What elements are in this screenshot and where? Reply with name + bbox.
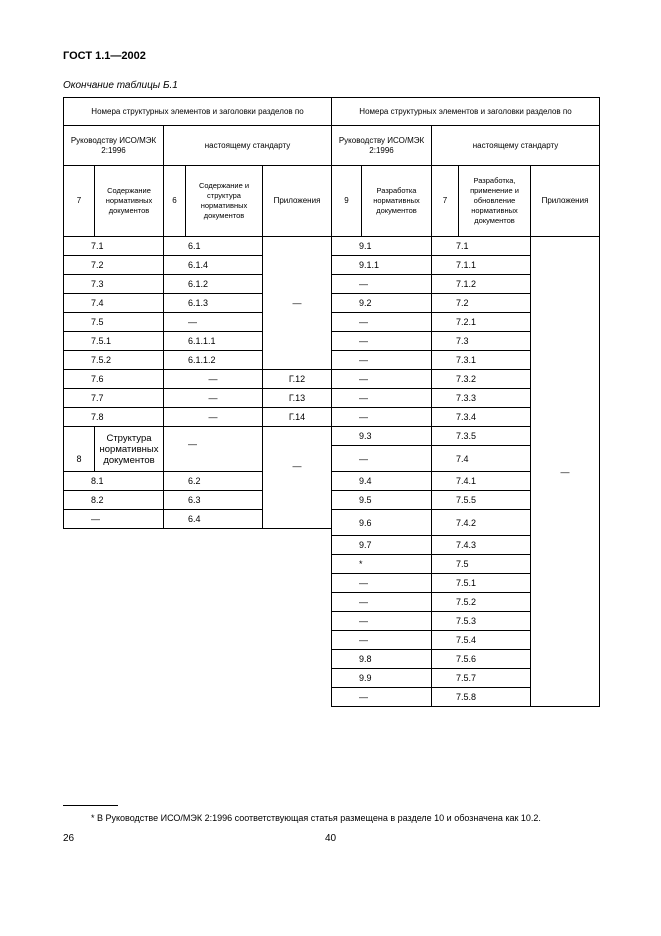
iso-cell: 7.5.2 xyxy=(64,351,164,370)
appendix-cell: — xyxy=(263,427,332,529)
table-row xyxy=(64,237,332,256)
std-cell: 6.4 xyxy=(164,510,263,529)
std-cell: 7.5 xyxy=(432,555,531,574)
iso-cell: 7.4 xyxy=(64,294,164,313)
left-col-num-a: 7 xyxy=(64,166,95,237)
iso-cell: — xyxy=(332,351,432,370)
page-number: 26 xyxy=(63,833,75,844)
std-cell: — xyxy=(164,408,263,427)
table-row xyxy=(64,370,332,389)
appendix-cell: Г.14 xyxy=(263,408,332,427)
right-group-header: Номера структурных элементов и заголовки разделов по xyxy=(332,98,600,126)
appendix-cell: Г.12 xyxy=(263,370,332,389)
left-col-num-b: 6 xyxy=(164,166,186,237)
std-cell: 7.2.1 xyxy=(432,313,531,332)
std-cell: 7.3.5 xyxy=(432,427,531,446)
std-cell: 7.2 xyxy=(432,294,531,313)
sheet-number: 40 xyxy=(325,833,337,844)
sec8-std: — xyxy=(188,439,197,449)
footnote-rule xyxy=(63,805,118,806)
std-cell: 6.1.3 xyxy=(164,294,263,313)
left-col-content-b: Содержание и структура нормативных документов xyxy=(186,166,263,237)
std-cell: 6.1.2 xyxy=(164,275,263,294)
iso-cell: 7.8 xyxy=(64,408,164,427)
iso-cell: * xyxy=(332,555,432,574)
std-cell xyxy=(164,427,263,472)
iso-cell: 9.6 xyxy=(332,510,432,536)
iso-cell: 9.2 xyxy=(332,294,432,313)
iso-cell: — xyxy=(64,510,164,529)
std-cell: 7.4.3 xyxy=(432,536,531,555)
std-cell: 7.5.3 xyxy=(432,612,531,631)
sec8-num-cell xyxy=(64,427,95,472)
iso-cell: 7.6 xyxy=(64,370,164,389)
std-cell: 7.1 xyxy=(432,237,531,256)
iso-cell: 9.4 xyxy=(332,472,432,491)
std-cell: 7.4.2 xyxy=(432,510,531,536)
std-cell: 6.1.1.1 xyxy=(164,332,263,351)
iso-cell: — xyxy=(332,389,432,408)
iso-cell: 7.1 xyxy=(64,237,164,256)
std-cell: 6.3 xyxy=(164,491,263,510)
iso-cell: 9.3 xyxy=(332,427,432,446)
std-cell: 7.3 xyxy=(432,332,531,351)
footnote: * В Руководстве ИСО/МЭК 2:1996 соответствующая статья размещена в разделе 10 и обозначена как 10.2. xyxy=(91,813,541,823)
left-col-appendix: Приложения xyxy=(263,166,332,237)
std-cell: 7.5.2 xyxy=(432,593,531,612)
table-caption: Окончание таблицы Б.1 xyxy=(63,80,178,91)
std-cell: 7.3.2 xyxy=(432,370,531,389)
appendix-cell: — xyxy=(263,237,332,370)
std-cell: 6.1.1.2 xyxy=(164,351,263,370)
iso-cell: — xyxy=(332,332,432,351)
std-cell: 7.5.4 xyxy=(432,631,531,650)
sec8-title: Структура нормативных документов xyxy=(95,427,164,472)
std-cell: 6.1.4 xyxy=(164,256,263,275)
right-col-content-a: Разработка нормативных документов xyxy=(362,166,432,237)
right-col-num-a: 9 xyxy=(332,166,362,237)
std-cell: 6.2 xyxy=(164,472,263,491)
left-group-header: Номера структурных элементов и заголовки разделов по xyxy=(64,98,332,126)
right-table xyxy=(331,97,600,707)
appendix-cell: Г.13 xyxy=(263,389,332,408)
std-cell: 7.5.1 xyxy=(432,574,531,593)
left-table xyxy=(63,97,332,529)
iso-cell: 7.5.1 xyxy=(64,332,164,351)
table-row xyxy=(64,389,332,408)
sec8-num: 8 xyxy=(76,454,82,464)
std-cell: — xyxy=(164,389,263,408)
table-row xyxy=(332,237,600,256)
iso-cell: 7.7 xyxy=(64,389,164,408)
right-col-appendix: Приложения xyxy=(531,166,600,237)
left-col-content-a: Содержание нормативных документов xyxy=(95,166,164,237)
right-iso-header: Руководству ИСО/МЭК 2:1996 xyxy=(332,126,432,166)
iso-cell: 8.2 xyxy=(64,491,164,510)
document-header: ГОСТ 1.1—2002 xyxy=(63,50,146,62)
iso-cell: — xyxy=(332,275,432,294)
std-cell: 7.3.1 xyxy=(432,351,531,370)
std-cell: 7.5.6 xyxy=(432,650,531,669)
iso-cell: — xyxy=(332,574,432,593)
std-cell: 7.5.7 xyxy=(432,669,531,688)
iso-cell: — xyxy=(332,612,432,631)
iso-cell: 9.5 xyxy=(332,491,432,510)
iso-cell: 9.1.1 xyxy=(332,256,432,275)
std-cell: — xyxy=(164,313,263,332)
std-cell: 7.1.2 xyxy=(432,275,531,294)
std-cell: 7.5.8 xyxy=(432,688,531,707)
std-cell: 7.3.3 xyxy=(432,389,531,408)
std-cell: 7.1.1 xyxy=(432,256,531,275)
iso-cell: — xyxy=(332,313,432,332)
std-cell: 7.4 xyxy=(432,446,531,472)
appendix-cell: — xyxy=(531,237,600,707)
iso-cell: — xyxy=(332,631,432,650)
iso-cell: 9.7 xyxy=(332,536,432,555)
iso-cell: — xyxy=(332,446,432,472)
left-iso-header: Руководству ИСО/МЭК 2:1996 xyxy=(64,126,164,166)
iso-cell: 9.8 xyxy=(332,650,432,669)
std-cell: 7.4.1 xyxy=(432,472,531,491)
right-col-num-b: 7 xyxy=(432,166,459,237)
iso-cell: 7.2 xyxy=(64,256,164,275)
iso-cell: — xyxy=(332,688,432,707)
iso-cell: 9.9 xyxy=(332,669,432,688)
iso-cell: 9.1 xyxy=(332,237,432,256)
right-std-header: настоящему стандарту xyxy=(432,126,600,166)
left-std-header: настоящему стандарту xyxy=(164,126,332,166)
table-row xyxy=(64,427,332,472)
std-cell: 6.1 xyxy=(164,237,263,256)
table-row xyxy=(64,408,332,427)
right-col-content-b: Разработка, применение и обновление нормативных документов xyxy=(459,166,531,237)
std-cell: 7.3.4 xyxy=(432,408,531,427)
iso-cell: — xyxy=(332,370,432,389)
std-cell: 7.5.5 xyxy=(432,491,531,510)
iso-cell: — xyxy=(332,593,432,612)
iso-cell: — xyxy=(332,408,432,427)
iso-cell: 7.5 xyxy=(64,313,164,332)
iso-cell: 8.1 xyxy=(64,472,164,491)
iso-cell: 7.3 xyxy=(64,275,164,294)
std-cell: — xyxy=(164,370,263,389)
